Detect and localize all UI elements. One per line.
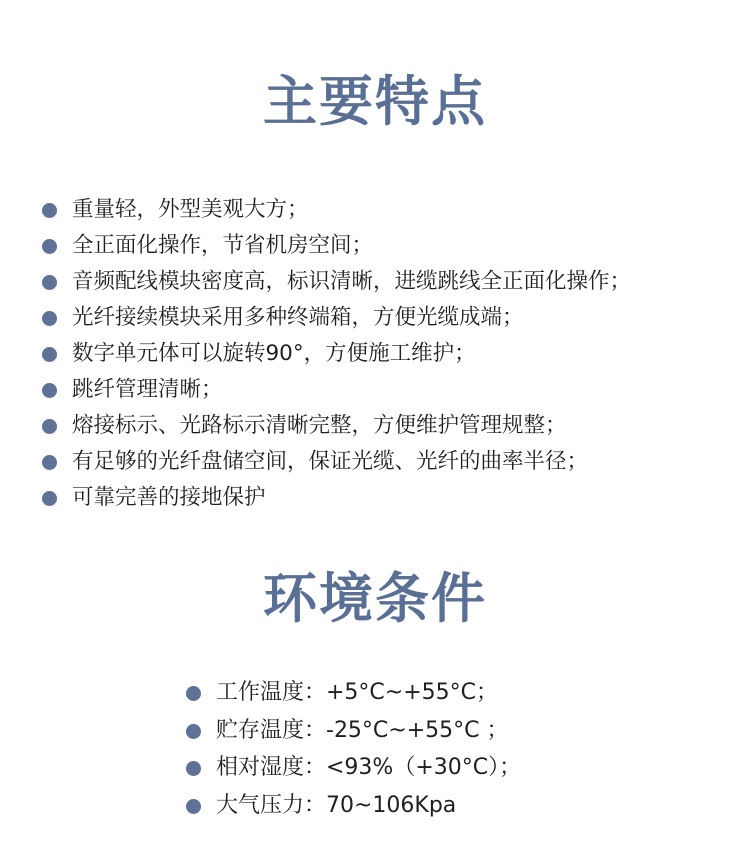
list-item-text: 大气压力：70~106Kpa: [216, 792, 457, 818]
bullet-icon: [42, 275, 57, 290]
bullet-icon: [42, 455, 57, 470]
list-item-text: 熔接标示、光路标示清晰完整，方便维护管理规整；: [72, 413, 567, 438]
bullet-icon: [42, 383, 57, 398]
list-item-text: 跳纤管理清晰；: [72, 377, 223, 402]
bullet-icon: [42, 419, 57, 434]
bullet-icon: [42, 239, 57, 254]
bullet-icon: [42, 347, 57, 362]
bullet-icon: [42, 203, 57, 218]
list-item-text: 可靠完善的接地保护: [72, 485, 266, 510]
list-item-text: 光纤接续模块采用多种终端箱，方便光缆成端；: [72, 305, 524, 330]
bullet-icon: [42, 311, 57, 326]
list-item-text: 贮存温度：-25°C~+55°C ；: [216, 717, 509, 743]
list-item-text: 音频配线模块密度高，标识清晰，进缆跳线全正面化操作；: [72, 269, 632, 294]
bullet-icon: [186, 724, 201, 739]
list-item-text: 有足够的光纤盘储空间，保证光缆、光纤的曲率半径；: [72, 449, 589, 474]
bullet-icon: [186, 686, 201, 701]
bullet-icon: [186, 799, 201, 814]
section-title-environment: 环境条件: [263, 567, 487, 630]
bullet-icon: [186, 761, 201, 776]
bullet-icon: [42, 491, 57, 506]
list-item-text: 数字单元体可以旋转90°，方便施工维护；: [72, 341, 476, 366]
list-item-text: 重量轻，外型美观大方；: [72, 197, 309, 222]
list-item-text: 相对湿度：<93%（+30°C）；: [216, 755, 522, 780]
list-item-text: 工作温度：+5°C~+55°C；: [216, 680, 499, 705]
section-title-features: 主要特点: [263, 70, 487, 133]
list-item-text: 全正面化操作，节省机房空间；: [72, 233, 374, 258]
